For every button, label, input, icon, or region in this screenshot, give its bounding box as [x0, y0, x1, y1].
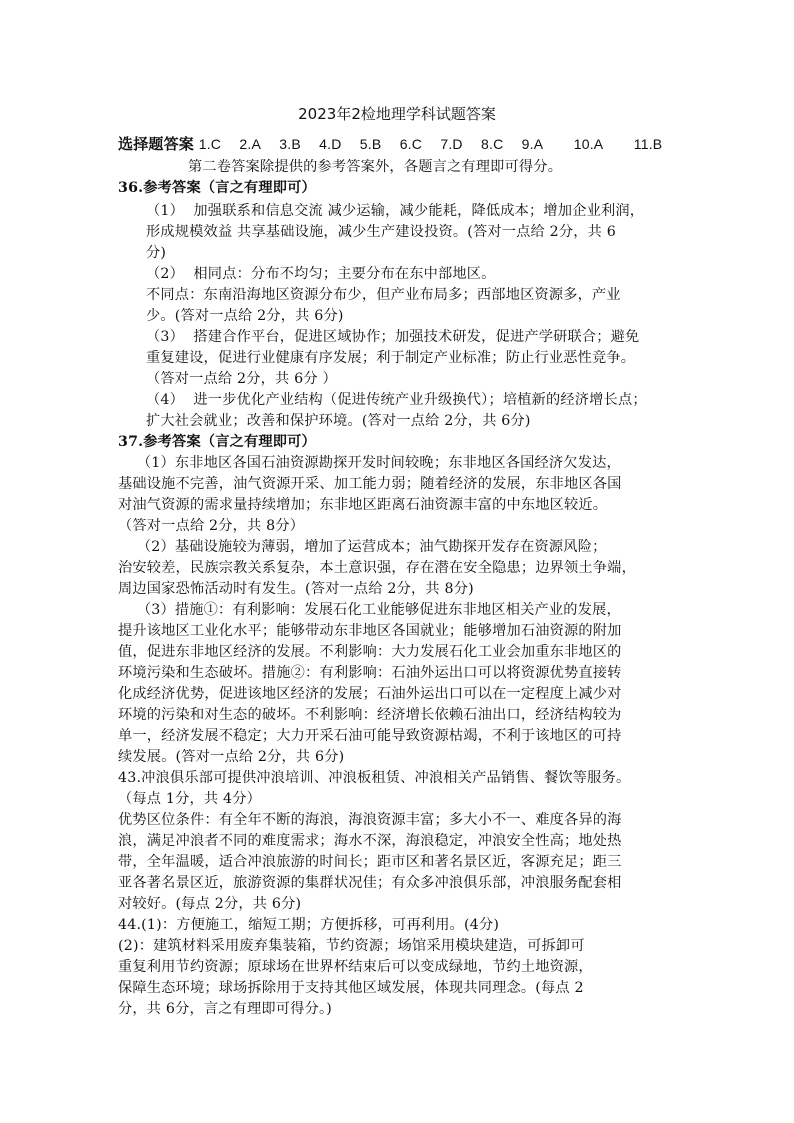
grading-note: 第二卷答案除提供的参考答案外，各题言之有理即可得分。	[188, 159, 563, 175]
answer-line: 带，全年温暖，适合冲浪旅游的时间长；距市区和著名景区近，客源充足；距三	[118, 854, 622, 870]
section-heading: 37.参考答案（言之有理即可）	[118, 434, 316, 450]
answer-line: 环境的污染和对生态的破坏。不利影响：经济增长依赖石油出口，经济结构较为	[118, 707, 622, 723]
answer-line: 浪，满足冲浪者不同的难度需求；海水不深，海浪稳定，冲浪安全性高；地处热	[118, 833, 622, 849]
answer-line: (2)：建筑材料采用废弃集装箱，节约资源；场馆采用模块建造，可拆卸可	[118, 938, 585, 954]
answer-line: 单一，经济发展不稳定；大力开采石油可能导致资源枯竭，不利于该地区的可持	[118, 728, 622, 744]
answer-line: 保障生态环境；球场拆除用于支持其他区域发展，体现共同理念。(每点 2	[118, 980, 584, 996]
answer-line: （1） 加强联系和信息交流 减少运输，减少能耗，降低成本；增加企业利润，	[146, 203, 645, 219]
mcq-answers-line	[118, 134, 662, 155]
answer-line: 不同点：东南沿海地区资源分布少，但产业布局多；西部地区资源多，产业	[146, 287, 621, 303]
answer-line: 环境污染和生态破坏。措施②：有利影响：石油外运出口可以将资源优势直接转	[118, 665, 622, 681]
answer-line: 重复建设，促进行业健康有序发展；利于制定产业标准；防止行业恶性竞争。	[146, 350, 636, 366]
answer-line: （每点 1分，共 4分）	[118, 791, 261, 807]
answer-line: （1）东非地区各国石油资源勘探开发时间较晚；东非地区各国经济欠发达，	[118, 455, 621, 471]
answer-line: 提升该地区工业化水平；能够带动东非地区各国就业；能够增加石油资源的附加	[118, 623, 622, 639]
answer-line: 扩大社会就业；改善和保护环境。(答对一点给 2分，共 6分)	[146, 413, 531, 429]
answer-line: 亚各著名景区近，旅游资源的集群状况佳；有众多冲浪俱乐部，冲浪服务配套相	[118, 875, 622, 891]
answer-line: 少。(答对一点给 2分，共 6分)	[146, 308, 344, 324]
mcq-label: 选择题答案	[118, 135, 195, 153]
answer-line: （答对一点给 2分，共 8分）	[118, 518, 305, 534]
answer-line: （2） 相同点：分布不均匀；主要分布在东中部地区。	[146, 266, 496, 282]
answer-line: 值，促进东非地区经济的发展。不利影响：大力发展石化工业会加重东非地区的	[118, 644, 622, 660]
answer-line: （2）基础设施较为薄弱，增加了运营成本；油气勘探开发存在资源风险；	[118, 539, 607, 555]
answer-line: 治安较差，民族宗教关系复杂，本土意识强，存在潜在安全隐患；边界领土争端，	[118, 560, 636, 576]
answer-line: （3）措施①：有利影响：发展石化工业能够促进东非地区相关产业的发展，	[118, 602, 621, 618]
answer-line: 周边国家恐怖活动时有发生。(答对一点给 2分，共 8分)	[118, 581, 474, 597]
answer-line: 形成规模效益 共享基础设施，减少生产建设投资。(答对一点给 2分，共 6	[146, 224, 616, 240]
answer-line: （3） 搭建合作平台，促进区域协作；加强技术研发，促进产学研联合；避免	[146, 329, 640, 345]
answer-line: 对油气资源的需求量持续增加；东非地区距离石油资源丰富的中东地区较近。	[118, 497, 608, 513]
answer-line: 对较好。(每点 2分，共 6分)	[118, 896, 302, 912]
answer-line: 续发展。(答对一点给 2分，共 6分)	[118, 749, 345, 765]
answer-line: 基础设施不完善，油气资源开采、加工能力弱；随着经济的发展，东非地区各国	[118, 476, 622, 492]
document-title: 2023年2检地理学科试题答案	[298, 105, 496, 123]
answer-line: （答对一点给 2分，共 6分 ）	[146, 371, 337, 387]
section-heading: 36.参考答案（言之有理即可）	[118, 180, 316, 196]
answer-line: 化成经济优势，促进该地区经济的发展；石油外运出口可以在一定程度上减少对	[118, 686, 622, 702]
answer-line: 分)	[146, 245, 167, 261]
answer-line: 优势区位条件：有全年不断的海浪，海浪资源丰富；多大小不一、难度各异的海	[118, 812, 622, 828]
answer-line: 44.(1)：方便施工，缩短工期；方便拆移，可再利用。(4分)	[118, 917, 500, 933]
answer-line: 43.冲浪俱乐部可提供冲浪培训、冲浪板租赁、冲浪相关产品销售、餐饮等服务。	[118, 770, 631, 786]
answer-line: 重复利用节约资源；原球场在世界杯结束后可以变成绿地，节约土地资源，	[118, 959, 593, 975]
answer-line: 分，共 6分，言之有理即可得分。)	[118, 1001, 332, 1017]
mcq-answer-list: 1.C 2.A 3.B 4.D 5.B 6.C 7.D 8.C 9.A 10.A 11.B	[198, 136, 663, 152]
answer-line: （4） 进一步优化产业结构（促进传统产业升级换代）；培植新的经济增长点；	[146, 392, 647, 408]
